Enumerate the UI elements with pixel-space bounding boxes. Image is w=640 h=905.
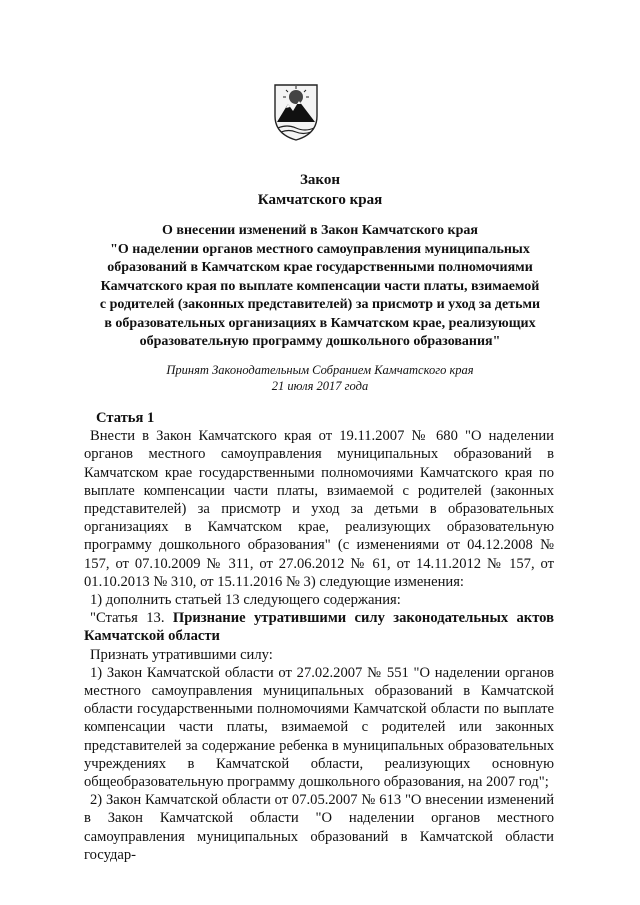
law-body xyxy=(84,409,554,864)
paragraph: 2) Закон Камчатской области от 07.05.2007 № 613 "О внесении изменений в Закон Камчатской области "О наделении органов местного самоуправления муниципальных образований в Камчатской области государ- xyxy=(84,792,554,863)
law-subtitle: Камчатского края xyxy=(257,192,383,208)
heading-line: Камчатского края по выплате компенсации части платы, взимаемой xyxy=(100,278,540,294)
paragraph: Признать утратившими силу: xyxy=(90,646,273,663)
heading-line: образований в Камчатском крае государственными полномочиями xyxy=(107,260,533,275)
law-title: Закон xyxy=(299,172,340,188)
heading-line: в образовательных организациях в Камчатском крае, реализующих xyxy=(104,315,536,331)
paragraph xyxy=(84,609,554,645)
adoption-body: Принят Законодательным Собранием Камчатского края xyxy=(166,363,474,377)
paragraph: Внести в Закон Камчатского края от 19.11.2007 № 680 "О наделении органов местного самоуправления муниципальных образований в Камчатском крае государственными полномочиями Камчатского края по выплате компенсации части платы, взимаемой с родителей (законных представителей) за присмотр и уход за детьми в образовательных организациях в Камчатском крае, реализующих образовательную программу дошкольного образования" (с изменениями от 04.12.2008 № 157, от 07.10.2009 № 311, от 27.06.2012 № 61, от 14.11.2012 № 157, от 01.10.2013 № 310, от 15.11.2016 № 3) следующие изменения: xyxy=(84,428,554,590)
heading-line: О внесении изменений в Закон Камчатского края xyxy=(162,223,478,238)
article-13-prefix: "Статья 13. xyxy=(90,610,173,627)
coat-of-arms-icon xyxy=(272,82,320,142)
heading-line: образовательную программу дошкольного образования" xyxy=(139,334,501,349)
adoption-note xyxy=(60,362,580,394)
paragraph: 1) дополнить статьей 13 следующего содержания: xyxy=(90,592,401,609)
heading-line: "О наделении органов местного самоуправления муниципальных xyxy=(110,241,530,257)
article-title: Статья 1 xyxy=(96,410,155,426)
article-13-title: Признание утратившими силу законодательных актов Камчатской области xyxy=(84,610,554,645)
paragraph: 1) Закон Камчатской области от 27.02.2007 № 551 "О наделении органов местного самоуправления муниципальных образований в Камчатской области государственными полномочиями Камчатской области по выплате компенсации части платы, взимаемой с родителей или законных представителей за содержание ребенка в муниципальных образовательных учреждениях в Камчатской области, реализующих основную общеобразовательную программу дошкольного образования, на 2007 год"; xyxy=(84,664,554,791)
law-heading xyxy=(60,222,580,352)
heading-line: с родителей (законных представителей) за присмотр и уход за детьми xyxy=(99,297,541,312)
adoption-date: 21 июля 2017 года xyxy=(271,379,369,393)
